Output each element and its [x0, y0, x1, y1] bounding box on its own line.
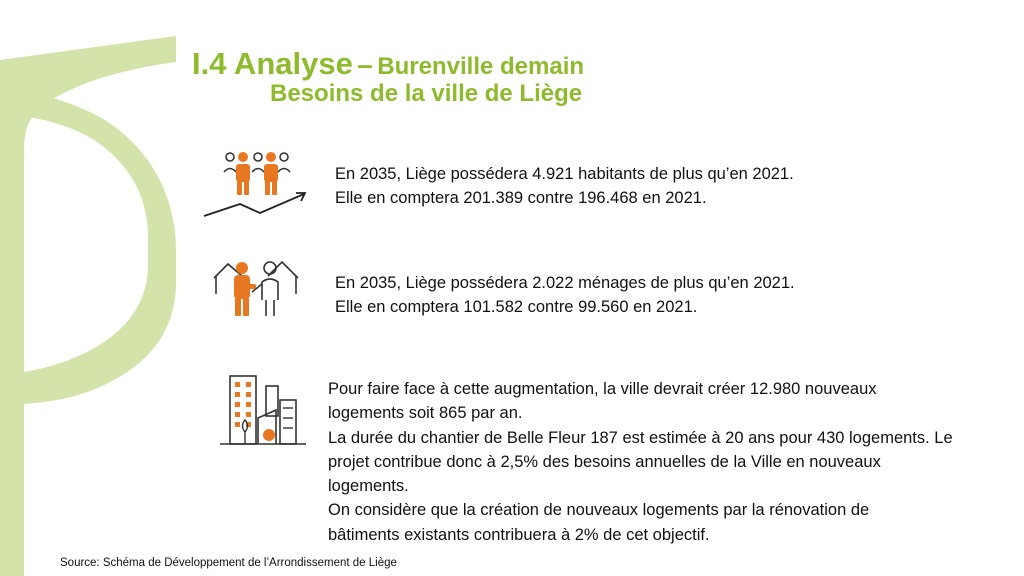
source-note: Source: Schéma de Développement de l’Arrondissement de Liège: [60, 557, 397, 569]
households-text: [335, 271, 795, 320]
population-text: [335, 162, 794, 211]
text-paragraph: On considère que la création de nouveaux logements par la rénovation de bâtiments existants contribuera à 2% de cet objectif.: [328, 501, 870, 544]
title-main: Burenville demain: [377, 53, 585, 80]
text-line: En 2035, Liège possédera 2.022 ménages de plus qu’en 2021.: [335, 274, 795, 292]
decorative-leaf-shape: [0, 0, 200, 576]
text-line: En 2035, Liège possédera 4.921 habitants de plus qu’en 2021.: [335, 165, 794, 183]
slide-title: [192, 46, 584, 82]
slide-subtitle: Besoins de la ville de Liège: [270, 80, 583, 107]
text-line: Elle en comptera 201.389 contre 196.468 en 2021.: [335, 189, 707, 208]
text-line: Elle en comptera 101.582 contre 99.560 en 2021.: [335, 298, 698, 317]
households-icon: [210, 254, 302, 320]
text-paragraph: La durée du chantier de Belle Fleur 187 est estimée à 20 ans pour 430 logements. Le projet contribue donc à 2,5% des besoins annuelles de la Ville en nouveaux logements.: [328, 428, 953, 496]
housing-text: [328, 377, 958, 547]
text-paragraph: Pour faire face à cette augmentation, la ville devrait créer 12.980 nouveaux logements soit 865 par an.: [328, 380, 877, 423]
title-dash: –: [357, 49, 373, 80]
buildings-icon: [218, 372, 308, 448]
population-growth-icon: [200, 146, 312, 222]
section-title: I.4 Analyse: [192, 46, 353, 81]
